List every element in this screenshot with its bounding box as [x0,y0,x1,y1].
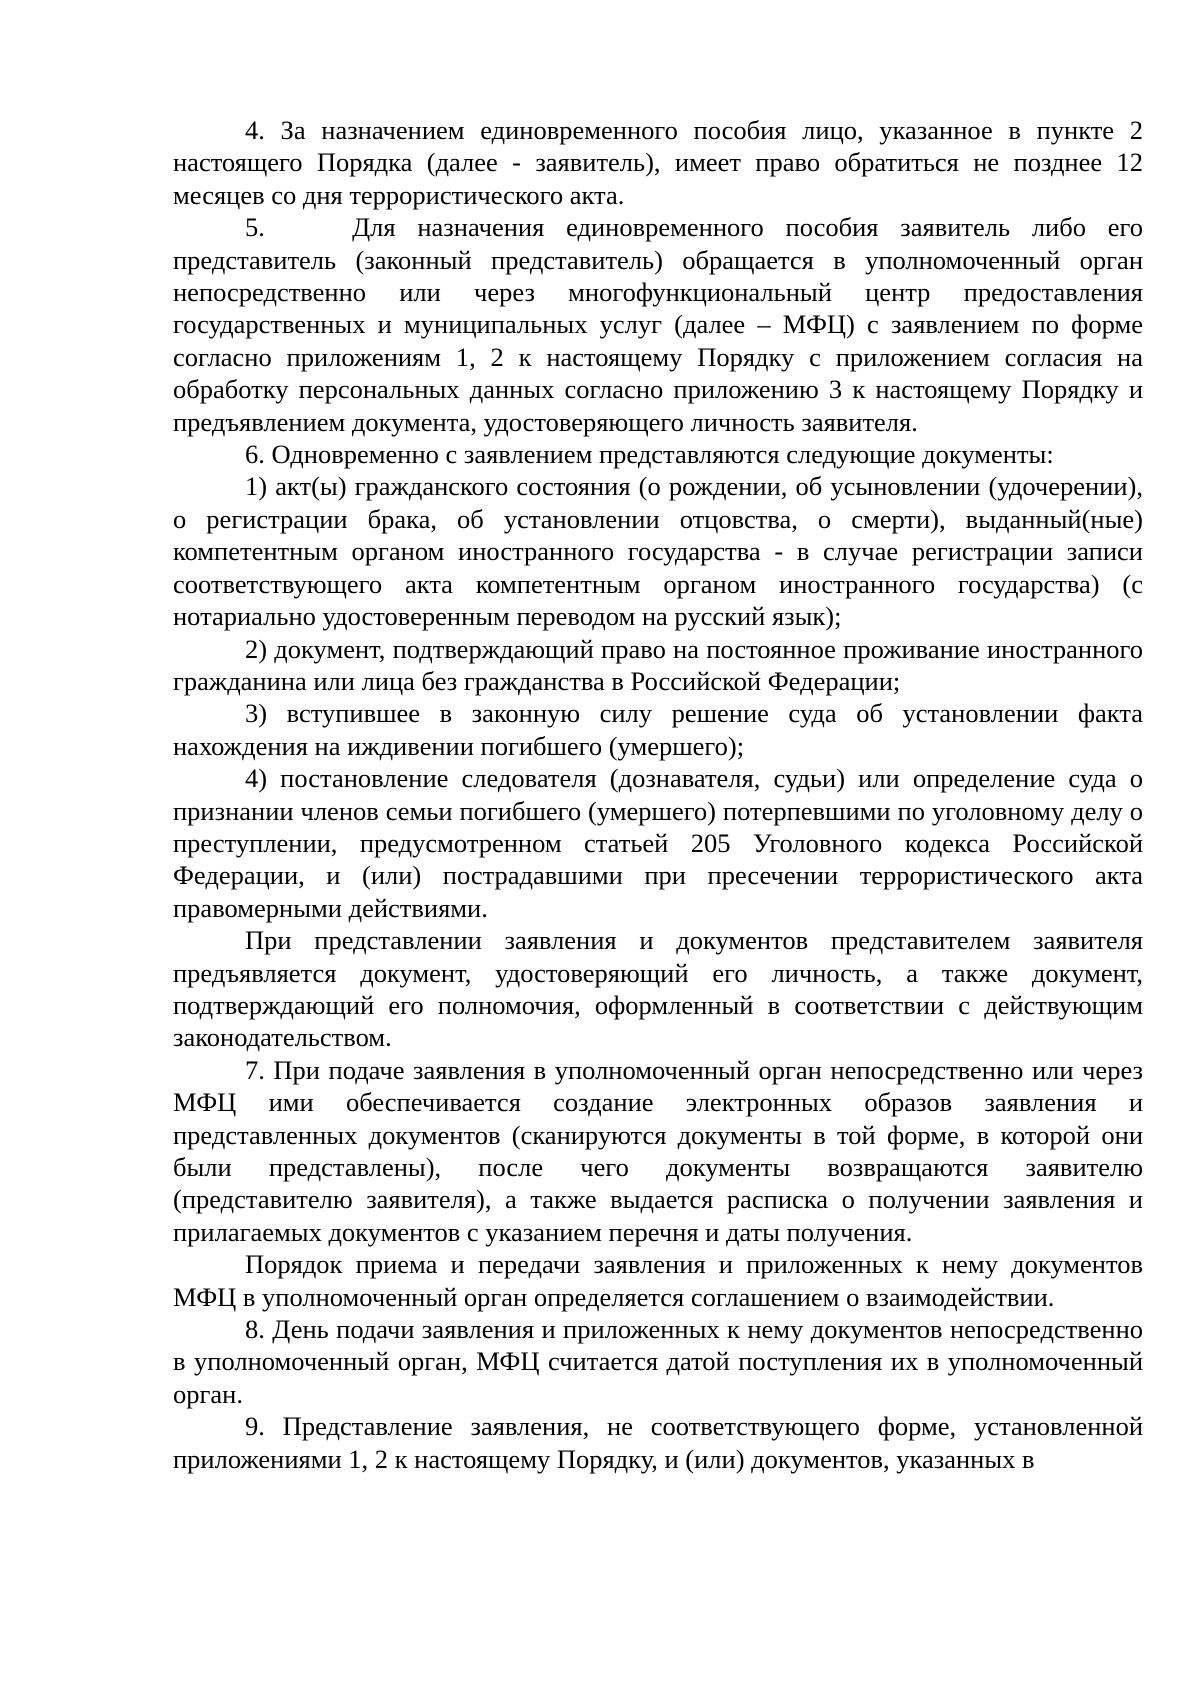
list-item-6-1: 1) акт(ы) гражданского состояния (о рождении, об усыновлении (удочерении), о регистрации брака, об установлении отцовства, о смерти), выданный(ные) компетентным органом иностранного государства - в случае регистрации записи соответствующего акта компетентным органом иностранного государства) (с нотариально удостоверенным переводом на русский язык); [173,471,1143,632]
list-item-6-2: 2) документ, подтверждающий право на постоянное проживание иностранного гражданина или лица без гражданства в Российской Федерации; [173,633,1143,696]
paragraph-transfer-order: Порядок приема и передачи заявления и приложенных к нему документов МФЦ в уполномоченный орган определяется соглашением о взаимодействии. [173,1249,1143,1312]
paragraph-item-7: 7. При подаче заявления в уполномоченный орган непосредственно или через МФЦ ими обеспечивается создание электронных образов заявления и представленных документов (сканируются документы в той форме, в которой они были представлены), после чего документы возвращаются заявителю (представителю заявителя), а также выдается расписка о получении заявления и прилагаемых документов с указанием перечня и даты получения. [173,1054,1143,1247]
paragraph-item-6: 6. Одновременно с заявлением представляются следующие документы: [245,439,1054,470]
paragraph-representative: При представлении заявления и документов представителем заявителя предъявляется документ, удостоверяющий его личность, а также документ, подтверждающий его полномочия, оформленный в соответствии с действующим законодательством. [173,925,1143,1053]
paragraph-item-4: 4. За назначением единовременного пособия лицо, указанное в пункте 2 настоящего Порядка (далее - заявитель), имеет право обратиться не позднее 12 месяцев со дня террористического акта. [173,115,1143,210]
paragraph-item-8: 8. День подачи заявления и приложенных к нему документов непосредственно в уполномоченный орган, МФЦ считается датой поступления их в уполномоченный орган. [173,1314,1143,1409]
paragraph-item-5: 5. Для назначения единовременного пособия заявитель либо его представитель (законный представитель) обращается в уполномоченный орган непосредственно или через многофункциональный центр предоставления государственных и муниципальных услуг (далее – МФЦ) с заявлением по форме согласно приложениям 1, 2 к настоящему Порядку с приложением согласия на обработку персональных данных согласно приложению 3 к настоящему Порядку и предъявлением документа, удостоверяющего личность заявителя. [173,212,1143,437]
document-body [173,114,1143,1475]
paragraph-item-9: 9. Представление заявления, не соответствующего форме, установленной приложениями 1, 2 к настоящему Порядку, и (или) документов, указанных в [173,1411,1143,1474]
list-item-6-4: 4) постановление следователя (дознавателя, судьи) или определение суда о признании членов семьи погибшего (умершего) потерпевшими по уголовному делу о преступлении, предусмотренном статьей 205 Уголовного кодекса Российской Федерации, и (или) пострадавшими при пресечении террористического акта правомерными действиями. [173,763,1143,923]
list-item-6-3: 3) вступившее в законную силу решение суда об установлении факта нахождения на иждивении погибшего (умершего); [173,698,1143,761]
